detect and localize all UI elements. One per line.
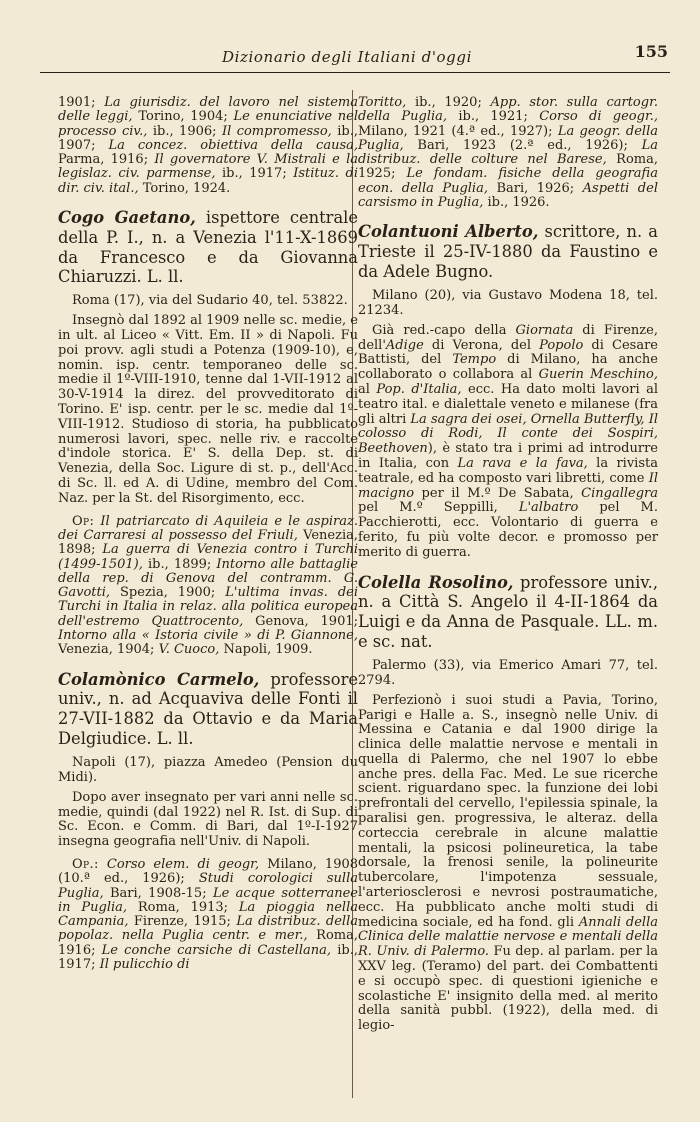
entry-address: Napoli (17), piazza Amedeo (Pension du Midi).	[58, 754, 358, 785]
text-run: 1901;	[58, 95, 105, 110]
right-column	[358, 96, 658, 1034]
entry-works	[58, 858, 358, 972]
entry-address: Roma (17), via del Sudario 40, tel. 53822.	[72, 293, 348, 309]
entry-colantuoni-alberto	[358, 222, 658, 560]
italic-run: Toritto,	[358, 95, 407, 110]
text-run: Napoli, 1909.	[219, 642, 313, 658]
entry-continuation	[358, 96, 658, 210]
text-run: Milano, 1921 (4.ª ed., 1927);	[358, 123, 558, 139]
italic-run: Il pulicchio di	[99, 957, 190, 973]
italic-run: Popolo	[539, 337, 584, 353]
text-run: di Milano, ha anche collaborato o collabora al	[358, 352, 658, 383]
entry-heading	[58, 208, 358, 287]
works-label: Op:	[72, 513, 95, 529]
entry-biography	[358, 324, 658, 561]
italic-run: La distribuz. della popolaz. nella Puglia centr. e mer.,	[58, 914, 358, 944]
text-run: Roma, 1916;	[58, 928, 358, 958]
italic-run: Tempo	[452, 352, 497, 368]
text-run: ib., 1906;	[147, 123, 222, 139]
entry-name: Colella Rosolino,	[358, 572, 514, 592]
text-run: ), è stato tra i primi ad introdurre in Italia, con	[358, 441, 658, 471]
header-rule	[40, 72, 670, 73]
italic-run: La pioggia nella Campania,	[58, 899, 358, 930]
text-run: Bari, 1923 (2.ª ed., 1926);	[403, 137, 642, 153]
running-head	[40, 40, 670, 74]
text-run: per il M.º De Sabata,	[414, 485, 582, 501]
entry-name: Colamònico Carmelo,	[58, 669, 260, 689]
text-run: ecc. Ha dato molti lavori al teatro ital. e dialettale veneto e milanese (fra gli altri	[358, 381, 658, 427]
text-run: ib., 1899;	[142, 556, 217, 572]
italic-run: Il macigno	[358, 470, 658, 501]
italic-run: Studi corologici sulla Puglia,	[58, 871, 358, 901]
text-run: di Firenze, dell'	[358, 322, 658, 353]
italic-run: Intorno alla « Istoria civile » di P. Giannone,	[58, 628, 358, 643]
entry-heading	[358, 222, 658, 281]
entry-heading-text: ispettore centrale della P. I., n. a Venezia l'11-X-1869 da Francesco e da Giovanna Chiaruzzi. L. ll.	[58, 208, 358, 287]
entry-continuation	[58, 96, 358, 196]
italic-run: La giurisdiz. del lavoro nel sistema delle leggi,	[58, 95, 358, 125]
italic-run: La rava e la fava,	[457, 455, 588, 471]
works-list	[58, 514, 358, 658]
text-run: ib., 1921;	[447, 109, 540, 125]
text-run: di Cesare Battisti, del	[358, 337, 659, 368]
italic-run: Pop. d'Italia,	[376, 381, 462, 397]
entry-heading-text: scrittore, n. a Trieste il 25-IV-1880 da Faustino e da Adele Bugno.	[358, 222, 658, 281]
italic-run: Adige	[385, 337, 424, 353]
entry-biography: Dopo aver insegnato per vari anni nelle sc. medie, quindi (dal 1922) nel R. Ist. di Sup. di Sc. Econ. e Comm. di Bari, dal 1º-I-1927 insegna geografia nell'Univ. di Napoli.	[58, 789, 358, 850]
text-run: ib., 1917;	[58, 942, 358, 973]
text-run: ib., 1917;	[215, 166, 294, 182]
italic-run: Le fondam. fisiche della geografia econ. della Puglia,	[358, 166, 658, 196]
text-run: Venezia, 1904;	[58, 642, 159, 658]
text-run: Genova, 1901;	[243, 613, 358, 629]
text-run: ib., 1907;	[58, 123, 359, 153]
text-run: ib., 1926.	[483, 195, 550, 211]
text-run: Parma, 1916;	[58, 152, 155, 168]
entry-works	[58, 515, 358, 658]
left-column	[58, 96, 358, 972]
text-run: Venezia, 1898;	[58, 527, 358, 558]
entry-address: Milano (20), via Gustavo Modena 18, tel. 21234.	[358, 287, 658, 318]
italic-run: Intorno alle battaglie della rep. di Genova del contramm. G. Gavotti,	[58, 556, 358, 601]
text-run: Perfezionò i suoi studi a Pavia, Torino, Parigi e Halle a. S., insegnò nelle Univ. di Messina e Catania e dal 1900 dirige la clinica delle malattie nervose e mentali in quella di Palermo, che nel 1907 lo ebbe anche pres. della Fac. Med. Le sue ricerche scient. riguardano spec. la funzione dei lobi prefrontali del cervello, l'epilessia spinale, la paralisi gen. progressiva, le alteraz. della corteccia cerebrale in alcune malattie mentali, la psicosi polineuretica, la tabe dorsale, la frenosi senile, la polineurite tubercolare, l'impotenza sessuale, l'arteriosclerosi e nevrosi postraumatiche, ecc. Ha pubblicato anche molti studi di medicina sociale, ed ha fond. gli	[358, 692, 658, 930]
entry-biography: Insegnò dal 1892 al 1909 nelle sc. medie, e in ult. al Liceo « Vitt. Em. II » di Napoli. Fu poi provv. agli studi a Potenza (1909-10), e, nomin. isp. centr. temporaneo delle sc. medie il 1º-VIII-1910, tenne dal 1-VII-1912 al 30-V-1914 la direz. del provveditorato di Torino. E' isp. centr. per le sc. medie dal 1º-VIII-1912. Studioso di storia, ha pubblicato numerosi lavori, spec. nelle riv. e raccolte d'indole storica. E' S. della Dep. st. di Venezia, della Soc. Ligure di st. p., dell'Acc. di Sc. ll. ed A. di Udine, membro del Com. Naz. per la St. del Risorgimento, ecc.	[58, 313, 358, 506]
text-run: Torino, 1924.	[138, 180, 231, 196]
italic-run: Il patriarcato di Aquileia e le aspiraz. dei Carraresi al possesso del Friuli,	[58, 513, 358, 543]
text-run: la rivista teatrale, ed ha composto vari libretti, come	[358, 455, 658, 486]
text-run: ib., 1920;	[406, 95, 491, 110]
text-run: Torino, 1904;	[132, 109, 234, 125]
entry-address: Palermo (33), via Emerico Amari 77, tel. 2794.	[358, 657, 658, 688]
italic-run: Corso elem. di geogr,	[106, 856, 260, 872]
text-run: Bari, 1908-15;	[103, 885, 213, 901]
italic-run: Guerin Meschino,	[538, 367, 658, 383]
works-list	[58, 857, 358, 972]
entry-heading-text: professore univ., n. ad Acquaviva delle Fonti il 27-VII-1882 da Ottavio e da Maria Delgiudice. L. ll.	[58, 669, 358, 748]
italic-run: V. Cuoco,	[158, 642, 220, 658]
italic-run: La geogr. della Puglia,	[358, 123, 659, 153]
works-label: Op.:	[72, 856, 99, 872]
entry-colamonico-carmelo	[58, 670, 358, 973]
italic-run: Le acque sotterranee in Puglia,	[58, 885, 359, 915]
text-run: Milano, 1908 (10.ª ed., 1926);	[58, 856, 359, 887]
italic-run: Giornata	[515, 322, 574, 338]
text-run: Firenze, 1915;	[128, 914, 237, 930]
page-number: 155	[634, 42, 668, 61]
entry-heading-text: professore univ., n. a Città S. Angelo il 4-II-1864 da Luigi e da Anna de Pasquale. LL. m. e sc. nat.	[358, 572, 658, 651]
entry-name: Colantuoni Alberto,	[358, 222, 539, 242]
text-run: di Verona, del	[423, 337, 540, 353]
text-run: pel M. Pacchierotti, ecc. Volontario di guerra e ferito, fu più volte decor. e promosso per merito di guerra.	[358, 500, 658, 560]
text-run: Bari, 1926;	[487, 180, 583, 196]
entry-name: Cogo Gaetano,	[58, 208, 196, 228]
italic-run: Aspetti del carsismo in Puglia,	[358, 180, 658, 211]
italic-run: La sagra dei osei, Ornella Butterfly, Il colosso di Rodi, Il conte dei Sospiri, Beethoven	[358, 411, 658, 457]
italic-run: App. stor. sulla cartogr. della Puglia,	[358, 95, 658, 125]
italic-run: Le conche carsiche di Castellana,	[101, 942, 332, 958]
running-title: Dizionario degli Italiani d'oggi	[222, 48, 472, 66]
text-run: Già red.-capo della	[372, 322, 516, 338]
text-run: Spezia, 1900;	[110, 585, 226, 601]
entry-colella-rosolino	[358, 573, 658, 1035]
text-run: Roma, 1925;	[358, 152, 658, 182]
italic-run: Le enunciative nel processo civ.,	[58, 109, 358, 139]
italic-run: L'ultima invas. dei Turchi in Italia in relaz. alla politica europea dell'estremo Quattrocento,	[58, 585, 358, 629]
italic-run: Istituz. di dir. civ. ital.,	[58, 166, 358, 196]
italic-run: Cingallegra	[581, 485, 658, 501]
text-run: al	[358, 381, 377, 397]
italic-run: La guerra di Venezia contro i Turchi (1499-1501),	[58, 542, 358, 572]
entry-cogo-gaetano	[58, 208, 358, 658]
entry-biography	[358, 694, 658, 1034]
text-run: Fu dep. al parlam. per la XXV leg. (Teramo) del part. dei Combattenti e si occupò spec. di questioni igieniche e scolastiche E' insignito della med. al merito della sanità pubbl. (1922), della med. di legio-	[358, 944, 658, 1034]
entry-heading	[58, 670, 358, 749]
text-run: pel M.º Seppilli,	[358, 500, 519, 516]
italic-run: Corso di geogr.,	[539, 109, 659, 125]
italic-run: Annali della Clinica delle malattie nervose e mentali della R. Univ. di Palermo.	[358, 914, 658, 960]
entry-heading	[358, 573, 658, 652]
italic-run: Il governatore V. Mistrali e la legislaz. civ. parmense,	[58, 152, 358, 182]
text-run: Roma, 1913;	[127, 899, 239, 915]
text-run	[99, 857, 107, 872]
italic-run: Il compromesso,	[221, 123, 332, 139]
italic-run: L'albatro	[518, 500, 579, 516]
italic-run: La distribuz. delle colture nel Barese,	[358, 137, 658, 168]
italic-run: La concez. obiettiva della causa,	[108, 137, 358, 153]
